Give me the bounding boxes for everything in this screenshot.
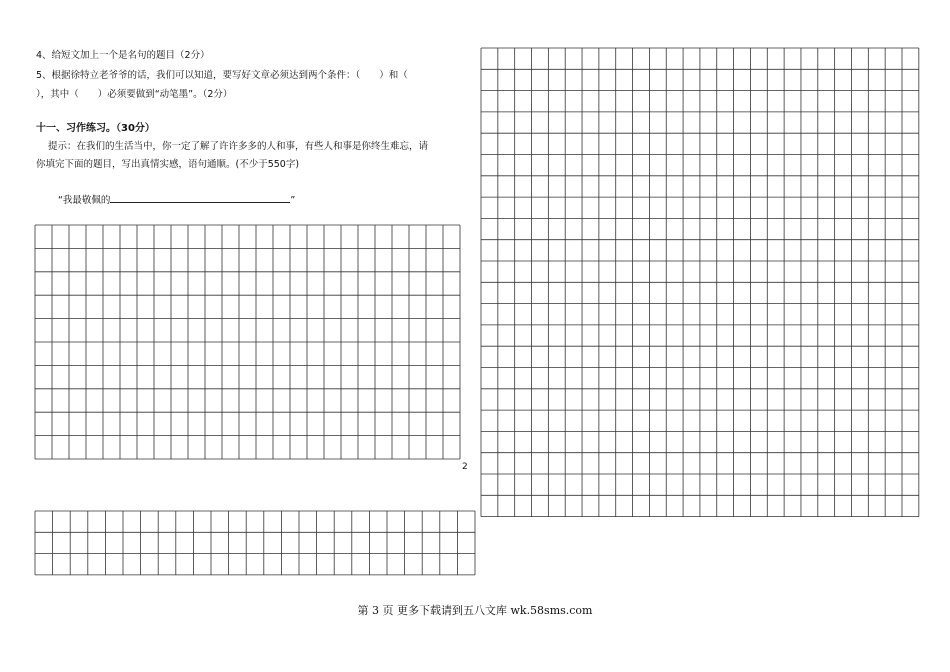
hint-line-1: 提示：在我们的生活当中，你一定了解了许许多多的人和事，有些人和事是你终生难忘，请 — [48, 141, 429, 152]
writing-grid-left-lower — [35, 511, 475, 575]
question-4: 4、给短文加上一个是名句的题目（2分） — [36, 50, 210, 61]
question-5-line-1: 5、根据徐特立老爷爷的话，我们可以知道，要写好文章必须达到两个条件：（ ）和（ — [36, 70, 408, 81]
writing-grid-left-upper — [35, 225, 460, 459]
essay-title-close: ” — [290, 195, 296, 206]
hint-line-2: 你填完下面的题目，写出真情实感，语句通顺。(不少于550字) — [36, 159, 300, 170]
section-title: 十一、习作练习。（30分） — [36, 123, 155, 134]
writing-grid-right — [481, 48, 919, 517]
page-footer: 第 3 页 更多下载请到五八文库 wk.58sms.com — [357, 604, 593, 617]
page-number: 2 — [462, 462, 468, 472]
essay-title-open: “我最敬佩的 — [58, 195, 111, 206]
question-5-line-2: ），其中（ ）必须要做到“动笔墨”。（2分） — [36, 89, 233, 100]
